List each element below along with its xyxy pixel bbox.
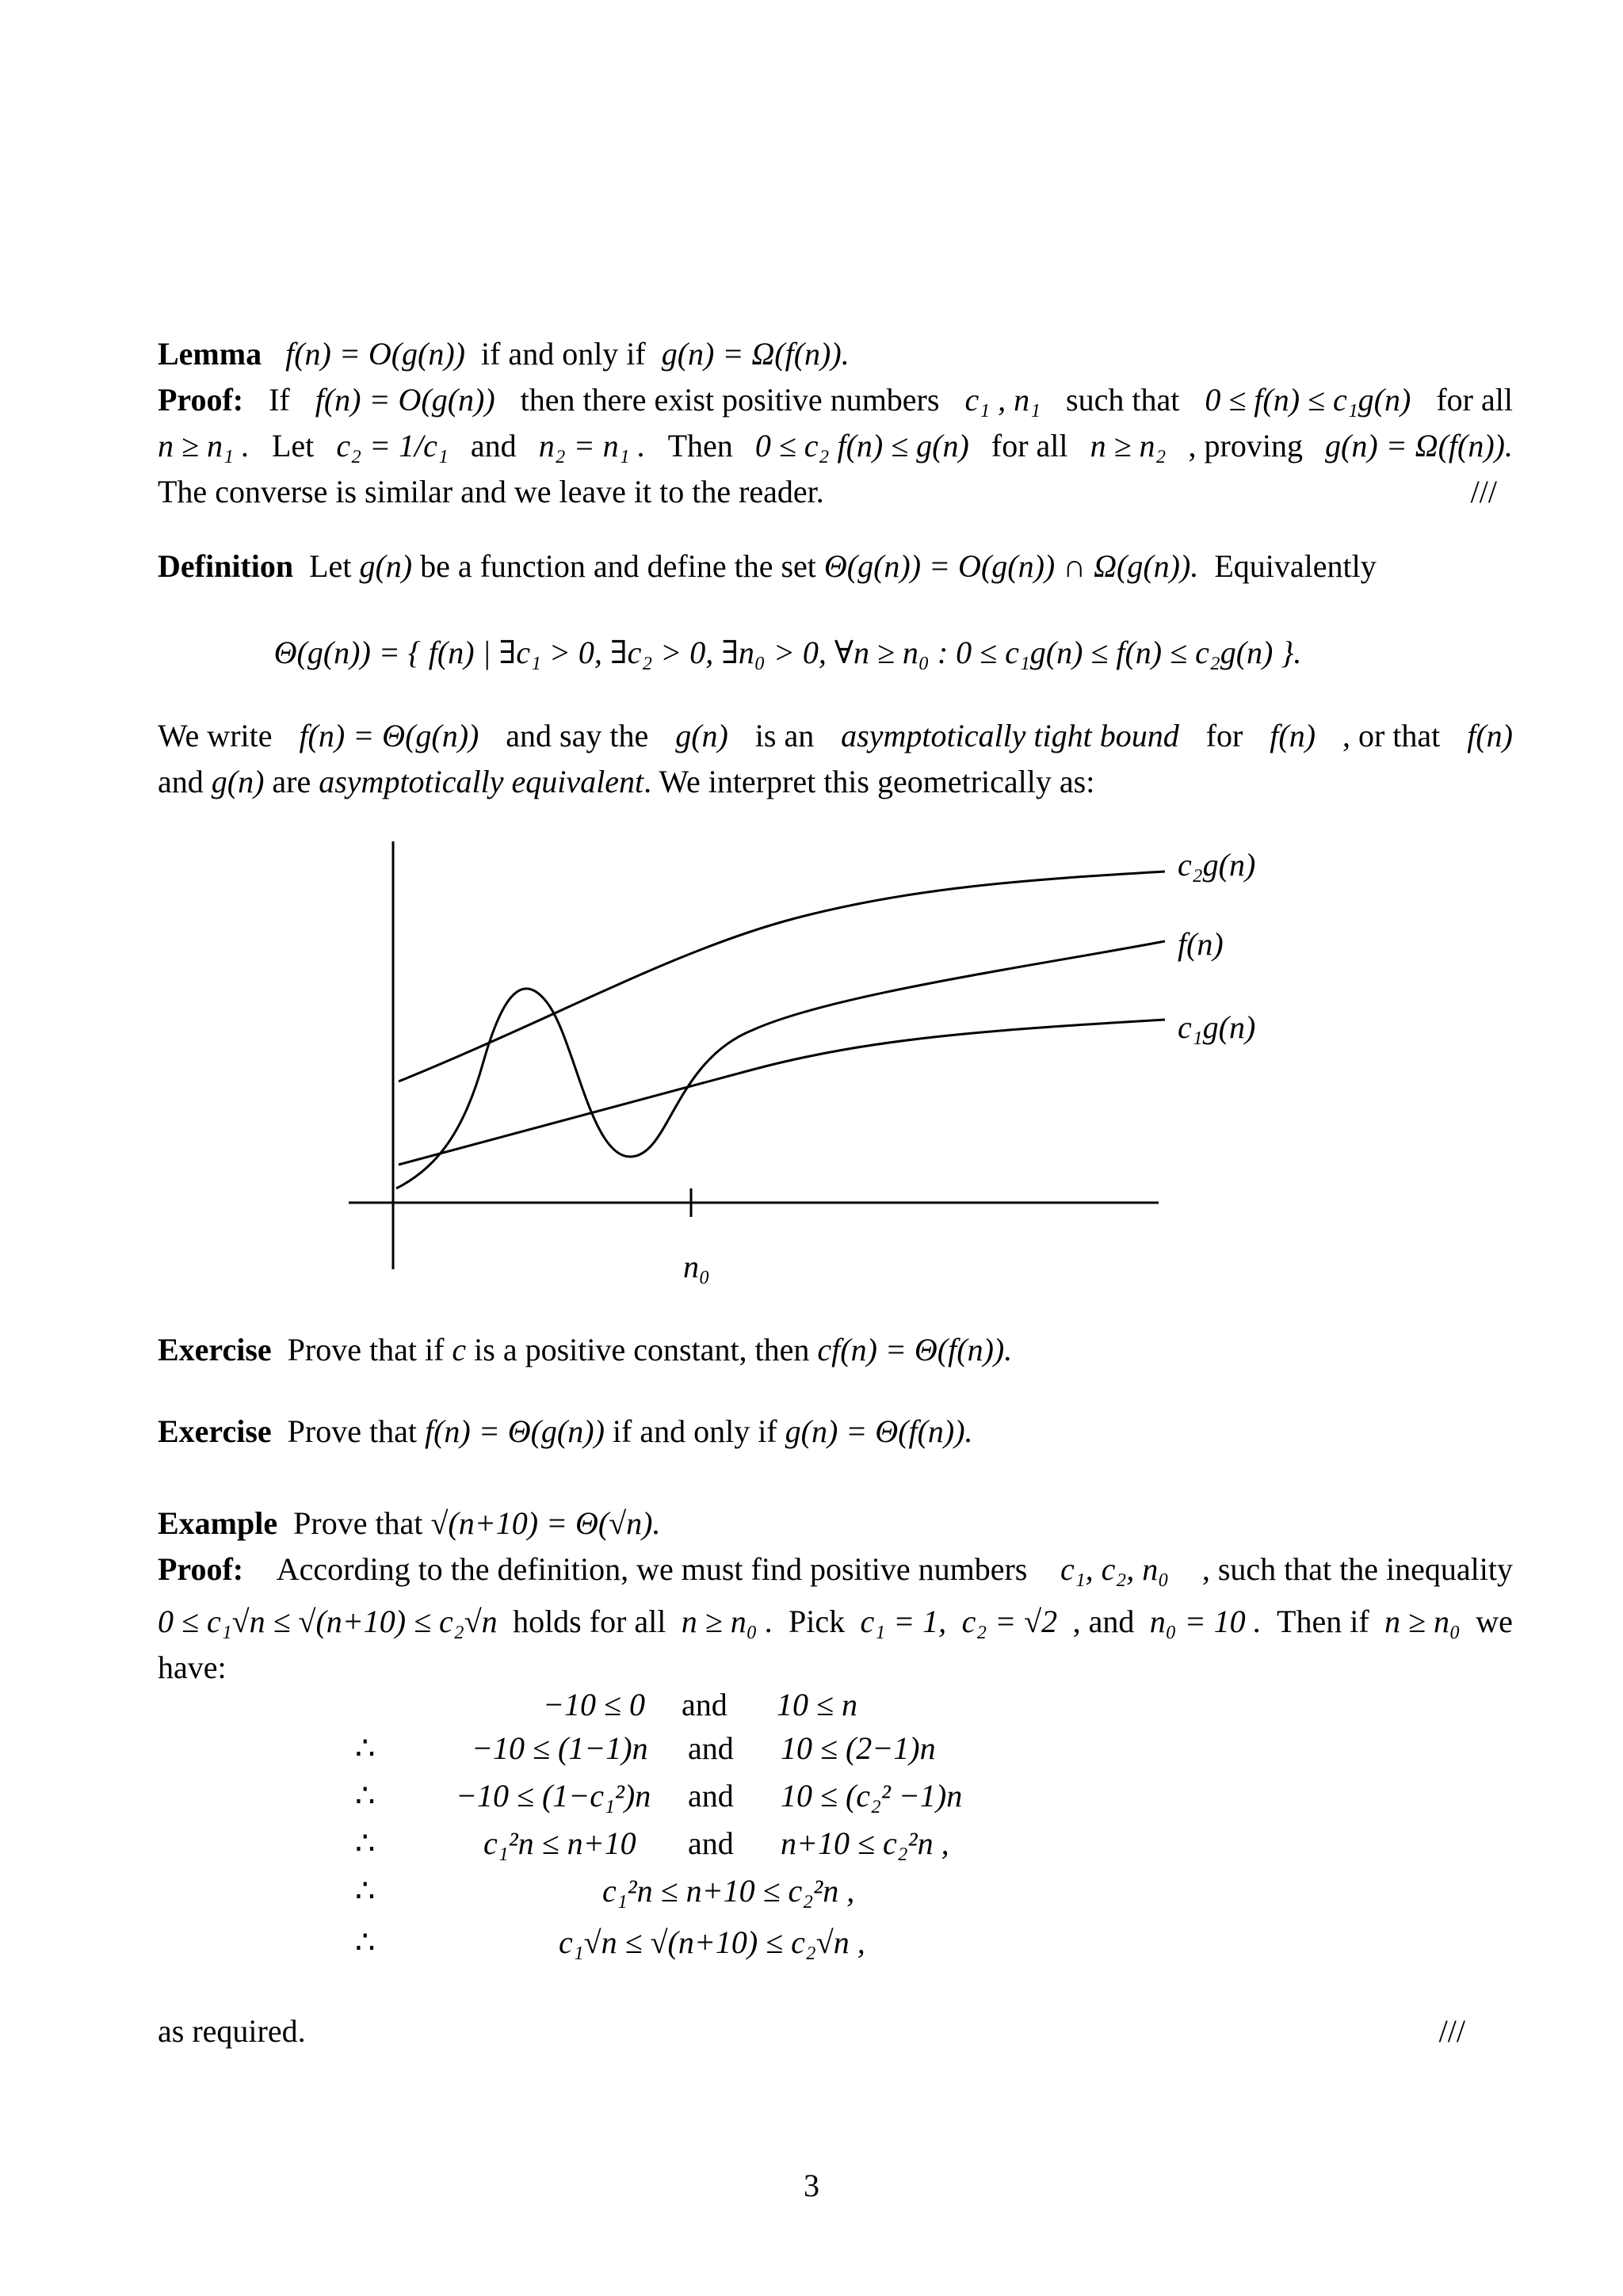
proof2-math: n ≥ n₀ . <box>681 1604 773 1639</box>
example-line <box>158 1501 1513 1547</box>
para-text: is an <box>754 718 815 753</box>
para-math: f(n) <box>1467 718 1513 753</box>
qed-mark: /// <box>1438 2013 1465 2049</box>
exercise1-line <box>158 1327 1513 1373</box>
label-n0: n₀ <box>683 1249 710 1284</box>
proof2-text: Pick <box>789 1604 846 1639</box>
label-f: f(n) <box>1178 926 1224 962</box>
proof1-text: then there exist positive numbers <box>520 382 940 418</box>
step-left: −10 ≤ (1−1)n <box>472 1730 648 1766</box>
proof1-math: 0 ≤ c₂ f(n) ≤ g(n) <box>754 428 969 463</box>
definition-text: Let <box>309 548 352 584</box>
exercise2-line <box>158 1409 1513 1455</box>
definition-text: be a function and define the set <box>420 548 816 584</box>
para-text: for <box>1205 718 1243 753</box>
example-math: √(n+10) = Θ(√n). <box>430 1505 661 1541</box>
proof2-label: Proof: <box>158 1551 244 1587</box>
example-text: Prove that <box>293 1505 423 1541</box>
para-math: g(n) <box>675 718 728 753</box>
proof2-math: c₂ = √2 <box>961 1604 1058 1639</box>
para-text: . We interpret this geometrically as: <box>643 764 1095 799</box>
step-and: and <box>688 1730 734 1766</box>
step-right: 10 ≤ (c₂² −1)n <box>781 1778 963 1814</box>
para-text: We write <box>158 718 273 753</box>
closing-line <box>158 2008 1513 2054</box>
therefore-symbol: ∴ <box>355 1924 376 1960</box>
proof1-label: Proof: <box>158 382 244 418</box>
para-text: are <box>272 764 311 799</box>
step-and: and <box>688 1825 734 1861</box>
proof2-text: , such that the inequality <box>1201 1551 1513 1587</box>
step-left: −10 ≤ (1−c₁²)n <box>456 1778 651 1814</box>
para-text: and <box>158 764 204 799</box>
para-math: f(n) = Θ(g(n)) <box>299 718 479 753</box>
therefore-symbol: ∴ <box>355 1778 376 1814</box>
exercise-math: g(n) = Θ(f(n)). <box>785 1413 973 1449</box>
proof1-text: for all <box>1436 382 1513 418</box>
para-text: and say the <box>506 718 649 753</box>
proof1-text: such that <box>1066 382 1180 418</box>
proof1-math: c₁ , n₁ <box>964 382 1041 418</box>
proof2-text: , and <box>1072 1604 1135 1639</box>
exercise-text: Prove that if <box>287 1332 445 1367</box>
exercise-text: if and only if <box>612 1413 777 1449</box>
exercise1-label: Exercise <box>158 1332 272 1367</box>
closing-text: as required. <box>158 2013 306 2049</box>
proof2-line-2 <box>158 1599 1513 1645</box>
step-right: 10 ≤ n <box>777 1687 857 1722</box>
step-left: −10 ≤ 0 <box>543 1687 645 1722</box>
lemma-statement-b: g(n) = Ω(f(n)). <box>661 336 850 372</box>
proof2-math: 0 ≤ c₁√n ≤ √(n+10) ≤ c₂√n <box>158 1604 498 1639</box>
para-emph: asymptotically tight bound <box>841 718 1179 753</box>
proof1-text: , proving <box>1188 428 1303 463</box>
proof2-text: Then if <box>1277 1604 1369 1639</box>
definition-display-text: Θ(g(n)) = { f(n) | ∃c₁ > 0, ∃c₂ > 0, ∃n₀ > 0, ∀n ≥ n₀ : 0 ≤ c₁g(n) ≤ f(n) ≤ c₂g(n) }. <box>273 635 1302 670</box>
proof1-text: The converse is similar and we leave it to the reader. <box>158 474 824 509</box>
example-label: Example <box>158 1505 278 1541</box>
proof1-text: Let <box>271 428 315 463</box>
proof1-math: 0 ≤ f(n) ≤ c₁g(n) <box>1205 382 1411 418</box>
proof2-line-3 <box>158 1645 1513 1691</box>
lemma-label: Lemma <box>158 336 262 372</box>
proof1-text: for all <box>991 428 1068 463</box>
proof1-math: g(n) = Ω(f(n)). <box>1325 428 1513 463</box>
step-right: 10 ≤ (2−1)n <box>781 1730 936 1766</box>
proof1-math: n ≥ n₂ <box>1090 428 1167 463</box>
step-and: and <box>688 1778 734 1814</box>
upper-bound-curve <box>399 871 1165 1081</box>
therefore-symbol: ∴ <box>355 1730 376 1766</box>
para-emph: asymptotically equivalent <box>319 764 644 799</box>
step-right: n+10 ≤ c₂²n , <box>781 1825 949 1861</box>
proof1-text: and <box>470 428 517 463</box>
therefore-symbol: ∴ <box>355 1825 376 1861</box>
proof2-line-1 <box>158 1547 1513 1592</box>
exercise-math: cf(n) = Θ(f(n)). <box>817 1332 1013 1367</box>
proof1-text: If <box>269 382 290 418</box>
para-math: f(n) <box>1270 718 1316 753</box>
exercise-text: is a positive constant, then <box>474 1332 810 1367</box>
para-math: g(n) <box>211 764 265 799</box>
definition-label: Definition <box>158 548 294 584</box>
proof2-math: c₁, c₂, n₀ <box>1060 1551 1170 1587</box>
proof2-text: we <box>1476 1604 1513 1639</box>
proof2-math: n ≥ n₀ <box>1384 1604 1461 1639</box>
proof1-text: Then <box>667 428 733 463</box>
proof2-math: n₀ = 10 . <box>1149 1604 1262 1639</box>
qed-mark: /// <box>1470 474 1497 509</box>
proof1-math: n₂ = n₁ . <box>538 428 646 463</box>
proof1-math: f(n) = O(g(n)) <box>315 382 495 418</box>
exercise-text: Prove that <box>287 1413 417 1449</box>
exercise-math: c <box>452 1332 467 1367</box>
page-number: 3 <box>804 2168 819 2203</box>
label-c2g: c₂g(n) <box>1178 847 1256 883</box>
proof2-text: have: <box>158 1650 227 1685</box>
function-curve <box>396 941 1165 1188</box>
definition-math: g(n) <box>359 548 413 584</box>
lemma-iff: if and only if <box>481 336 646 372</box>
proof2-math: c₁ = 1, <box>860 1604 947 1639</box>
proof2-text: holds for all <box>513 1604 666 1639</box>
proof2-text: According to the definition, we must find positive numbers <box>276 1551 1028 1587</box>
para-text: , or that <box>1342 718 1441 753</box>
label-c1g: c₁g(n) <box>1178 1009 1256 1045</box>
definition-text: Equivalently <box>1214 548 1377 584</box>
derivation-steps <box>0 1686 1623 1971</box>
step-and: and <box>682 1687 727 1722</box>
lemma-statement-a: f(n) = O(g(n)) <box>285 336 465 372</box>
proof1-math: n ≥ n₁ . <box>158 428 250 463</box>
step-left: c₁²n ≤ n+10 ≤ c₂²n , <box>602 1873 855 1909</box>
step-left: c₁√n ≤ √(n+10) ≤ c₂√n , <box>559 1924 865 1960</box>
exercise-math: f(n) = Θ(g(n)) <box>424 1413 605 1449</box>
lower-bound-curve <box>399 1020 1165 1165</box>
therefore-symbol: ∴ <box>355 1873 376 1909</box>
definition-math: Θ(g(n)) = O(g(n)) ∩ Ω(g(n)). <box>823 548 1199 584</box>
step-left: c₁²n ≤ n+10 <box>483 1825 636 1861</box>
exercise2-label: Exercise <box>158 1413 272 1449</box>
proof1-math: c₂ = 1/c₁ <box>336 428 449 463</box>
